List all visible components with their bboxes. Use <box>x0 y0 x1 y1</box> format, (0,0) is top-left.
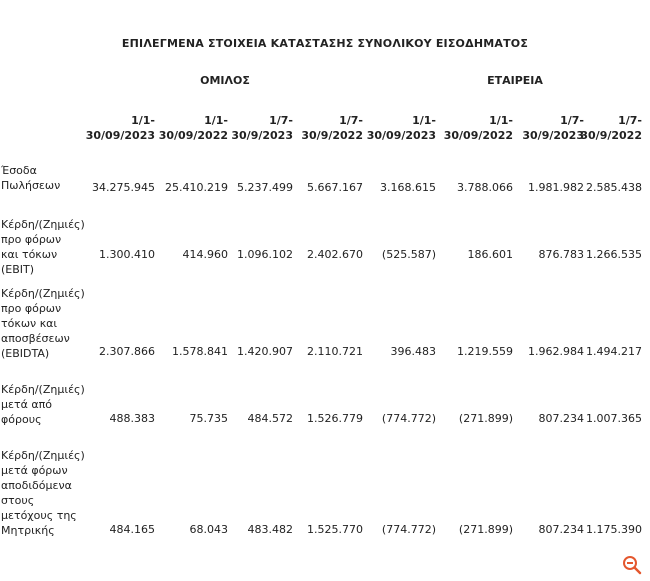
table-cell: 1.300.410 <box>99 248 155 261</box>
table-cell: 1.420.907 <box>237 345 293 358</box>
column-header: 1/7- 30/9/2022 <box>301 114 363 142</box>
table-cell: 414.960 <box>182 248 228 261</box>
table-cell: 2.110.721 <box>307 345 363 358</box>
table-cell: 484.165 <box>109 523 155 536</box>
table-cell: 807.234 <box>538 523 584 536</box>
table-cell: 3.168.615 <box>380 181 436 194</box>
table-cell: 876.783 <box>538 248 584 261</box>
table-title: ΕΠΙΛΕΓΜΕΝΑ ΣΤΟΙΧΕΙΑ ΚΑΤΑΣΤΑΣΗΣ ΣΥΝΟΛΙΚΟΥ ΕΙΣΟΔΗΜΑΤΟΣ <box>121 37 529 50</box>
table-cell: (774.772) <box>381 523 436 536</box>
table-cell: 396.483 <box>390 345 436 358</box>
column-header: 1/7- 30/9/2023 <box>231 114 293 142</box>
table-cell: (774.772) <box>381 412 436 425</box>
table-cell: 2.307.866 <box>99 345 155 358</box>
table-cell: (271.899) <box>458 523 513 536</box>
table-cell: 488.383 <box>109 412 155 425</box>
group-header-omilos: ΟΜΙΛΟΣ <box>200 74 250 87</box>
table-cell: 1.962.984 <box>528 345 584 358</box>
table-cell: 484.572 <box>247 412 293 425</box>
table-cell: 2.402.670 <box>307 248 363 261</box>
table-cell: 1.526.779 <box>307 412 363 425</box>
table-cell: 186.601 <box>467 248 513 261</box>
table-cell: 1.096.102 <box>237 248 293 261</box>
table-cell: 483.482 <box>247 523 293 536</box>
table-cell: 3.788.066 <box>457 181 513 194</box>
column-header: 1/7- 30/9/2022 <box>580 114 642 142</box>
table-cell: 1.494.217 <box>586 345 642 358</box>
table-cell: 1.175.390 <box>586 523 642 536</box>
row-label-net-profit-parent: Κέρδη/(Ζημιές) μετά φόρων αποδιδόμενα στους μετόχους της Μητρικής <box>1 449 85 537</box>
row-label-ebitda: Κέρδη/(Ζημιές) προ φόρων τόκων και αποσβέσεων (EBIDTA) <box>1 287 85 360</box>
table-cell: 807.234 <box>538 412 584 425</box>
row-label-ebit: Κέρδη/(Ζημιές) προ φόρων και τόκων (EBIT) <box>1 218 85 276</box>
table-cell: 1.219.559 <box>457 345 513 358</box>
table-cell: 75.735 <box>189 412 228 425</box>
table-cell: 25.410.219 <box>165 181 228 194</box>
column-header: 1/1- 30/09/2023 <box>85 114 155 142</box>
table-cell: 1.981.982 <box>528 181 584 194</box>
table-cell: 1.266.535 <box>586 248 642 261</box>
column-header: 1/1- 30/09/2023 <box>366 114 436 142</box>
zoom-out-icon[interactable] <box>622 555 642 575</box>
table-cell: 34.275.945 <box>92 181 155 194</box>
column-header: 1/1- 30/09/2022 <box>443 114 513 142</box>
table-cell: 1.007.365 <box>586 412 642 425</box>
column-header: 1/1- 30/09/2022 <box>158 114 228 142</box>
table-cell: 1.578.841 <box>172 345 228 358</box>
table-cell: 2.585.438 <box>586 181 642 194</box>
row-label-sales: Έσοδα Πωλήσεων <box>1 164 61 192</box>
table-cell: 5.667.167 <box>307 181 363 194</box>
table-cell: (271.899) <box>458 412 513 425</box>
table-cell: (525.587) <box>381 248 436 261</box>
column-header: 1/7- 30/9/2023 <box>522 114 584 142</box>
table-cell: 5.237.499 <box>237 181 293 194</box>
group-header-etaireia: ΕΤΑΙΡΕΙΑ <box>487 74 543 87</box>
table-cell: 68.043 <box>189 523 228 536</box>
row-label-net-profit: Κέρδη/(Ζημιές) μετά από φόρους <box>1 383 85 426</box>
table-cell: 1.525.770 <box>307 523 363 536</box>
